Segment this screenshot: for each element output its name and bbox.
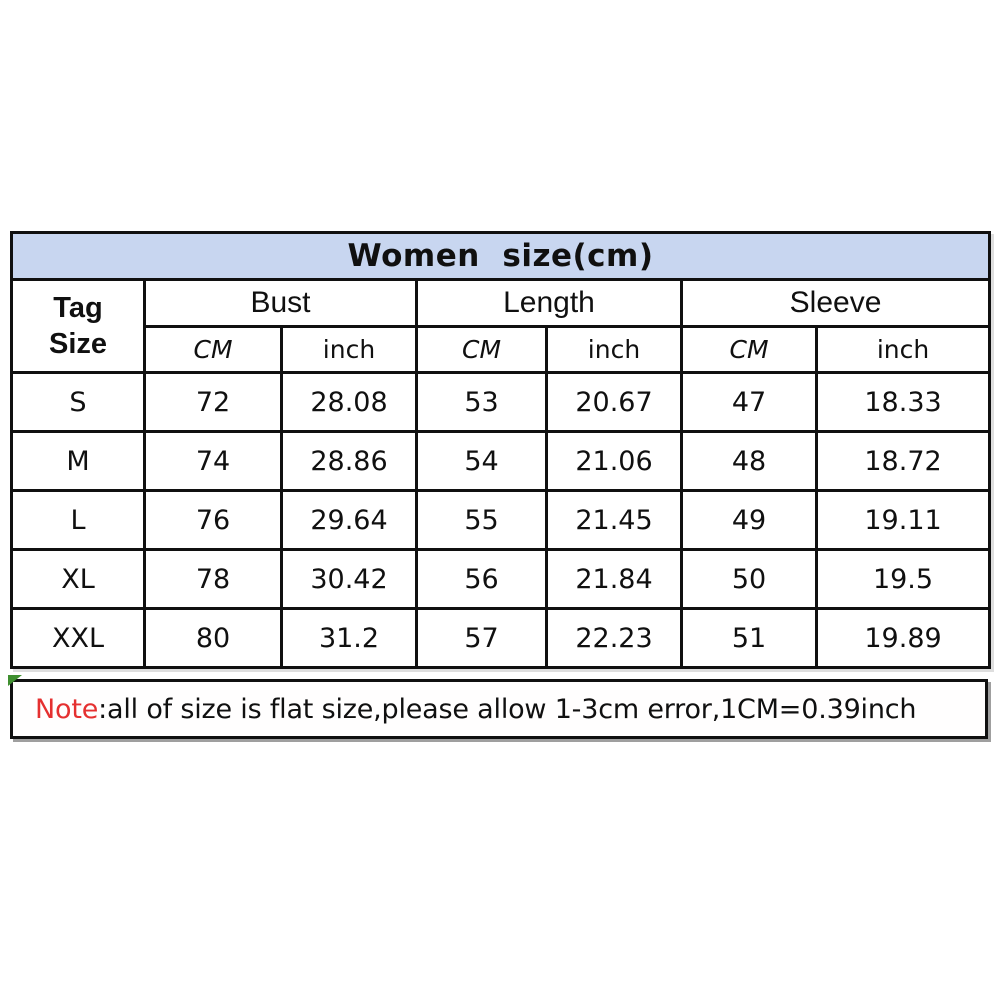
row-xxl-sleeve-cm: 51 [682, 609, 817, 668]
header-group-bust: Bust [145, 280, 417, 327]
row-xxl-bust-cm: 80 [145, 609, 282, 668]
table-row-m [12, 432, 990, 491]
row-xxl-bust-inch: 31.2 [282, 609, 417, 668]
note-box [10, 679, 988, 739]
row-xxl-tag: XXL [12, 609, 145, 668]
row-l-length-inch: 21.45 [547, 491, 682, 550]
row-xl-bust-cm: 78 [145, 550, 282, 609]
row-m-sleeve-inch: 18.72 [817, 432, 990, 491]
size-chart-table [10, 231, 991, 669]
header-group-length: Length [417, 280, 682, 327]
green-triangle-cell-marker-icon [8, 675, 22, 686]
header-tag-line1: Tag [53, 291, 103, 324]
row-l-tag: L [12, 491, 145, 550]
table-row-xl [12, 550, 990, 609]
note-colon: : [98, 693, 108, 725]
row-s-sleeve-cm: 47 [682, 373, 817, 432]
table-title: Women size(cm) [12, 233, 990, 280]
row-xl-sleeve-inch: 19.5 [817, 550, 990, 609]
header-tag-size [12, 280, 145, 373]
row-s-sleeve-inch: 18.33 [817, 373, 990, 432]
header-sleeve-inch: inch [817, 327, 990, 373]
note-text: all of size is flat size,please allow 1-3cm error,1CM=0.39inch [107, 693, 917, 725]
row-xl-bust-inch: 30.42 [282, 550, 417, 609]
row-l-bust-cm: 76 [145, 491, 282, 550]
row-s-bust-cm: 72 [145, 373, 282, 432]
row-m-bust-cm: 74 [145, 432, 282, 491]
row-m-length-cm: 54 [417, 432, 547, 491]
header-group-sleeve: Sleeve [682, 280, 990, 327]
row-m-length-inch: 21.06 [547, 432, 682, 491]
header-length-inch: inch [547, 327, 682, 373]
row-l-sleeve-cm: 49 [682, 491, 817, 550]
row-m-sleeve-cm: 48 [682, 432, 817, 491]
row-s-tag: S [12, 373, 145, 432]
row-xxl-sleeve-inch: 19.89 [817, 609, 990, 668]
row-xxl-length-cm: 57 [417, 609, 547, 668]
header-tag-line2: Size [48, 328, 108, 360]
table-row-l [12, 491, 990, 550]
row-s-length-cm: 53 [417, 373, 547, 432]
note-label: Note [35, 693, 99, 725]
row-xxl-length-inch: 22.23 [547, 609, 682, 668]
row-m-bust-inch: 28.86 [282, 432, 417, 491]
row-l-length-cm: 55 [417, 491, 547, 550]
row-xl-length-cm: 56 [417, 550, 547, 609]
header-sleeve-cm: CM [682, 327, 817, 373]
table-row-xxl [12, 609, 990, 668]
row-xl-length-inch: 21.84 [547, 550, 682, 609]
header-bust-cm: CM [145, 327, 282, 373]
header-length-cm: CM [417, 327, 547, 373]
row-l-bust-inch: 29.64 [282, 491, 417, 550]
table-row-s [12, 373, 990, 432]
row-m-tag: M [12, 432, 145, 491]
header-bust-inch: inch [282, 327, 417, 373]
row-s-length-inch: 20.67 [547, 373, 682, 432]
row-xl-sleeve-cm: 50 [682, 550, 817, 609]
row-l-sleeve-inch: 19.11 [817, 491, 990, 550]
row-s-bust-inch: 28.08 [282, 373, 417, 432]
row-xl-tag: XL [12, 550, 145, 609]
